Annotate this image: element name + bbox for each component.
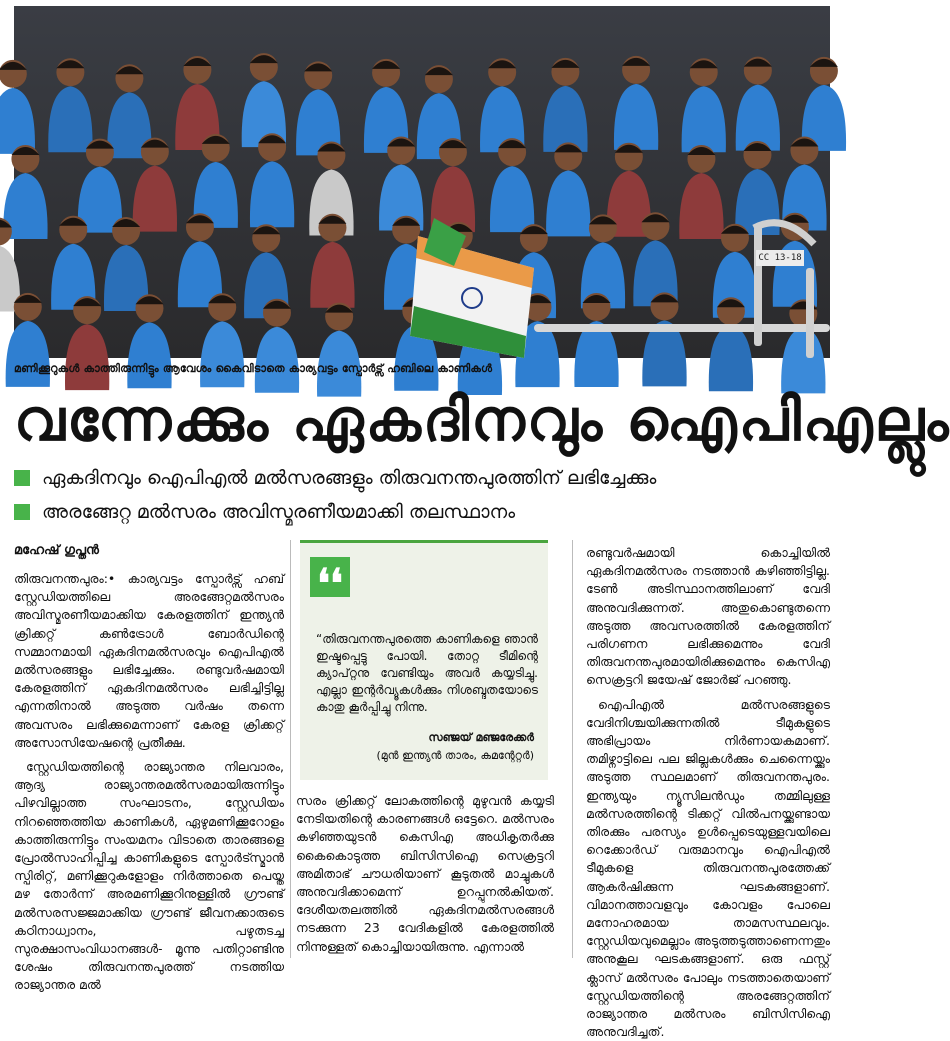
paragraph: സ്റ്റേഡിയത്തിന്റെ രാജ്യാന്തര നിലവാരം, ആദ്യ രാജ്യാന്തരമൽസരമായിരുന്നിട്ടും പിഴവില്ലാത്ത സംഘാടനം, സ്റ്റേഡിയം നിറഞ്ഞെത്തിയ കാണികൾ, ഏഴുമണിക്കൂറോളം കാത്തിരുന്നിട്ടും സംയമനം വിടാതെ താരങ്ങളെ പ്രോൽസാഹിപ്പിച്ച കാണികളുടെ സ്പോർട്സ്മാൻ സ്പിരിറ്റ്, മണിക്കൂറുകളോളം നിർത്താതെ പെയ്ത മഴ തോർന്ന് അരമണിക്കൂറിനുള്ളിൽ ഗ്രൗണ്ട് മൽസരസജ്ജമാക്കിയ ഗ്രൗണ്ട് ജീവനക്കാരുടെ കഠിനാധ്വാനം, പഴുതടച്ച സുരക്ഷാസംവിധാനങ്ങൾ- മൂന്നു പതിറ്റാണ്ടിനു ശേഷം തിരുവനന്തപുരത്ത് നടത്തിയ രാജ്യാന്തര മൽ xyxy=(14,759,284,993)
pull-quote-box xyxy=(300,540,548,780)
deck-line-1 xyxy=(14,462,830,494)
column-divider xyxy=(290,540,291,958)
byline: മഹേഷ് ഗുപ്തൻ xyxy=(14,543,99,558)
paragraph: തിരുവനന്തപുരം:• കാര്യവട്ടം സ്പോർട്സ് ഹബ് സ്റ്റേഡിയത്തിലെ അരങ്ങേറ്റമൽസരം അവിസ്മരണീയമാക്കിയ കേരളത്തിന് ഇന്ത്യൻ ക്രിക്കറ്റ് കൺട്രോൾ ബോർഡിന്റെ സമ്മാനമായി ഏകദിനമൽസരവും ഐപിഎൽ മൽസരങ്ങളും ലഭിച്ചേക്കും. രണ്ടുവർഷമായി കേരളത്തിന് ഏകദിനമൽസരം ലഭിച്ചിട്ടില്ല എന്നതിനാൽ അടുത്ത വർഷം തന്നെ അവസരം ലഭിക്കുമെന്നാണ് കേരള ക്രിക്കറ്റ് അസോസിയേഷന്റെ പ്രതീക്ഷ. xyxy=(14,571,284,750)
paragraph: രണ്ടുവർഷമായി കൊച്ചിയിൽ ഏകദിനമൽസരം നടത്താൻ കഴിഞ്ഞിട്ടില്ല. ടേൺ അടിസ്ഥാനത്തിലാണ് വേദി അനുവദിക്കുന്നത്. അതുകൊണ്ടുതന്നെ അടുത്ത അവസരത്തിൽ കേരളത്തിന് പരിഗണന ലഭിക്കുമെന്നും വേദി തിരുവനന്തപുരമായിരിക്കുമെന്നും കെസിഎ സെക്രട്ടറി ജയേഷ് ജോർജ് പറഞ്ഞു. xyxy=(586,545,830,688)
article-column-2 xyxy=(296,792,554,958)
paragraph: സരം ക്രിക്കറ്റ് ലോകത്തിന്റെ മുഴുവൻ കയ്യടി നേടിയതിന്റെ കാരണങ്ങൾ ഒട്ടേറെ. മൽസരം കഴിഞ്ഞയുടൻ കെസിഎ അധികൃതർക്കു കൈകൊടുത്ത ബിസിസിഐ സെക്രട്ടറി അമിതാഭ് ചൗധരിയാണ് കൂടുതൽ മാച്ചുകൾ അനുവദിക്കാമെന്ന് ഉറപ്പുനൽകിയത്. ദേശീയതലത്തിൽ ഏകദിനമൽസരങ്ങൾ നടക്കുന്ന 23 വേദികളിൽ കേരളത്തിൽ നിന്നുള്ളത് കൊച്ചിയായിരുന്നു. എന്നാൽ xyxy=(296,793,554,954)
deck-text: ഏകദിനവും ഐപിഎൽ മൽസരങ്ങളും തിരുവനന്തപുരത്തിന് ലഭിച്ചേക്കും xyxy=(42,467,657,489)
deck-line-2 xyxy=(14,496,830,528)
photo-caption: മണിക്കൂറുകൾ കാത്തിരുന്നിട്ടും ആവേശം കൈവിടാതെ കാര്യവട്ടം സ്പോർട്സ് ഹബിലെ കാണികൾ xyxy=(14,362,493,375)
stand-sign: CC 13-18 xyxy=(756,250,804,266)
bullet-square-icon xyxy=(14,470,30,486)
article-column-1 xyxy=(14,570,284,993)
pull-quote-attribution: സഞ്ജയ് മഞ്ജരേക്കർ xyxy=(428,731,534,744)
deck-text: അരങ്ങേറ്റ മൽസരം അവിസ്മരണീയമാക്കി തലസ്ഥാനം xyxy=(42,501,516,523)
paragraph: ഐപിഎൽ മൽസരങ്ങളുടെ വേദിനിശ്ചയിക്കുന്നതിൽ ടീമുകളുടെ അഭിപ്രായം നിർണായകമാണ്. തമിഴ്നാട്ടിലെ പല ജില്ലകൾക്കും ചെന്നൈയ്ക്കും അടുത്ത സ്ഥലമാണ് തിരുവനന്തപുരം. ഇന്ത്യയും ന്യൂസിലൻഡും തമ്മിലുള്ള മൽസരത്തിന്റെ ടിക്കറ്റ് വിൽപനയ്ക്കുണ്ടായ തിരക്കും പരസ്യം ഉൾപ്പെടെയുള്ളവയിലെ റെക്കോർഡ് വരുമാനവും ഐപിഎൽ ടീമുകളെ തിരുവനന്തപുരത്തേക്ക് ആകർഷിക്കുന്ന ഘടകങ്ങളാണ്. വിമാനത്താവളവും കോവളം പോലെ മനോഹരമായ താമസസ്ഥലവും. സ്റ്റേഡിയവുമെല്ലാം അടുത്തടുത്താണെന്നതും അനുകൂല ഘടകങ്ങളാണ്. ഒരു ഫസ്റ്റ് ക്ലാസ് മൽസരം പോലും നടത്താതെയാണ് സ്റ്റേഡിയത്തിന്റെ അരങ്ങേറ്റത്തിന് രാജ്യാന്തര മൽസരം ബിസിസിഐ അനുവദിച്ചത്. xyxy=(586,696,830,1040)
crowd-photo xyxy=(14,6,830,358)
crowd-illustration xyxy=(14,6,830,358)
column-divider xyxy=(572,540,573,958)
pull-quote-role: (മുൻ ഇന്ത്യൻ താരം, കമന്റേറ്റർ) xyxy=(376,749,534,762)
article-column-3 xyxy=(586,544,830,1040)
headline: വന്നേക്കും ഏകദിനവും ഐപിഎല്ലും xyxy=(14,386,950,454)
pull-quote-text: “തിരുവനന്തപുരത്തെ കാണികളെ ഞാൻ ഇഷ്ടപ്പെട്ടു പോയി. തോറ്റ ടീമിന്റെ ക്യാപ്റ്റനു വേണ്ടിയും അവർ കയ്യടിച്ചു. എല്ലാ ഇന്റർവ്യൂകൾക്കും നിശബ്ദതയോടെ കാതു കൂർപ്പിച്ചു നിന്നു. xyxy=(316,632,538,714)
bullet-square-icon xyxy=(14,504,30,520)
quote-mark-icon: ❛❛ xyxy=(310,557,350,597)
